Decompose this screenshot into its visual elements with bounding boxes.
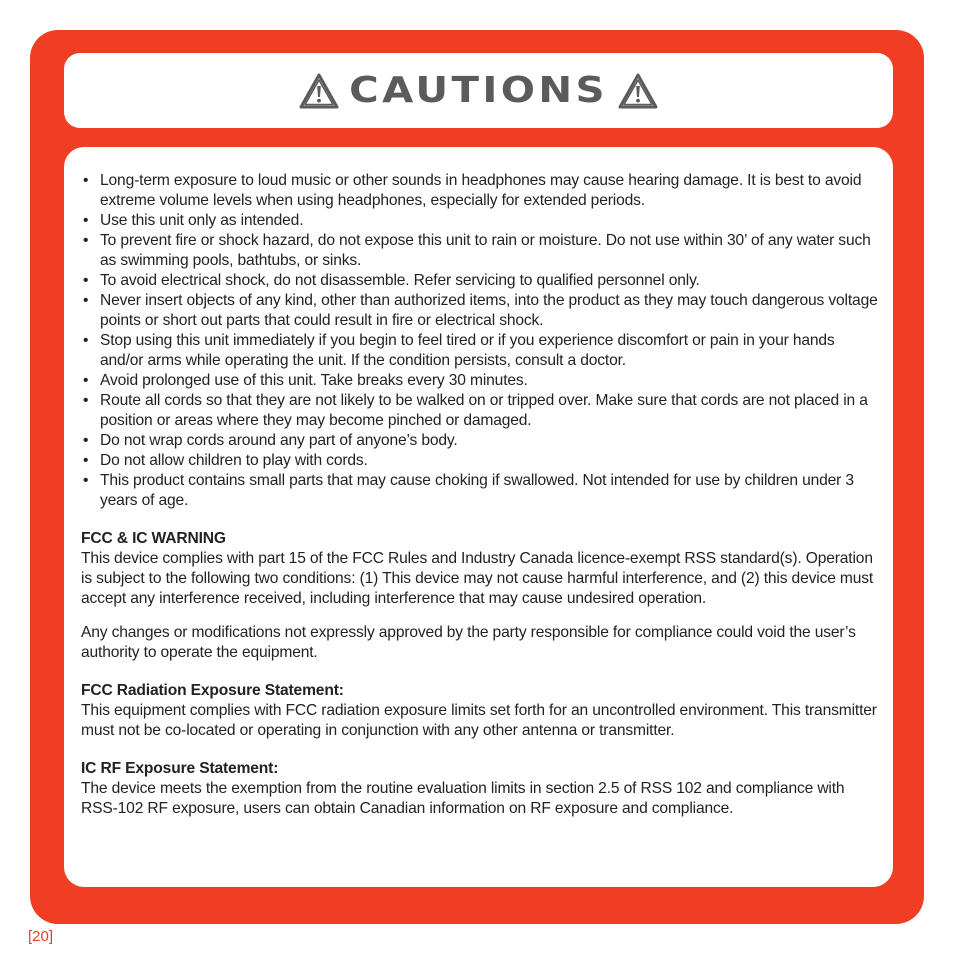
list-item: • Long-term exposure to loud music or other sounds in headphones may cause hearing damage. It is best to avoid extreme volume levels when using headphones, especially for extended periods. <box>81 171 881 211</box>
list-item: • Use this unit only as intended. <box>81 211 881 231</box>
list-item: • To avoid electrical shock, do not disassemble. Refer servicing to qualified personnel only. <box>81 271 881 291</box>
list-item: • To prevent fire or shock hazard, do not expose this unit to rain or moisture. Do not use within 30’ of any water such as swimming pools, bathtubs, or sinks. <box>81 231 881 271</box>
ic-rf-text: The device meets the exemption from the routine evaluation limits in section 2.5 of RSS 102 and compliance with RSS-102 RF exposure, users can obtain Canadian information on RF exposure and compliance. <box>81 780 845 817</box>
fcc-radiation-section <box>81 681 881 741</box>
title-banner <box>64 53 893 128</box>
ic-rf-heading: IC RF Exposure Statement: <box>81 760 279 777</box>
list-item: • Do not allow children to play with cords. <box>81 451 881 471</box>
fcc-ic-paragraph: This device complies with part 15 of the FCC Rules and Industry Canada licence-exempt RSS standard(s). Operation is subject to the following two conditions: (1) This device may not cause harmful interference, and (2) this device must accept any interference received, including interference that may cause undesired operation. <box>81 550 874 607</box>
page-number: [20] <box>28 928 54 945</box>
warning-triangle-icon <box>299 73 339 109</box>
ic-rf-section <box>81 759 881 819</box>
list-item: • Stop using this unit immediately if you begin to feel tired or if you experience discomfort or pain in your hands and/or arms while operating the unit. If the condition persists, consult a doctor. <box>81 331 881 371</box>
list-item: • Avoid prolonged use of this unit. Take breaks every 30 minutes. <box>81 371 881 391</box>
fcc-ic-paragraph: Any changes or modifications not expressly approved by the party responsible for compliance could void the user’s authority to operate the equipment. <box>81 624 856 661</box>
fcc-radiation-heading: FCC Radiation Exposure Statement: <box>81 682 344 699</box>
warning-triangle-icon <box>618 73 658 109</box>
content-body <box>81 171 881 819</box>
page-title: CAUTIONS <box>349 70 608 111</box>
fcc-radiation-text: This equipment complies with FCC radiation exposure limits set forth for an uncontrolled environment. This transmitter must not be co-located or operating in conjunction with any other antenna or transmitter. <box>81 702 877 739</box>
list-item: • Route all cords so that they are not likely to be walked on or tripped over. Make sure that cords are not placed in a position or areas where they may become pinched or damaged. <box>81 391 881 431</box>
cautions-list <box>81 171 881 511</box>
fcc-ic-heading: FCC & IC WARNING <box>81 530 226 547</box>
list-item: • Never insert objects of any kind, other than authorized items, into the product as they may touch dangerous voltage points or short out parts that could result in fire or electrical shock. <box>81 291 881 331</box>
list-item: • This product contains small parts that may cause choking if swallowed. Not intended for use by children under 3 years of age. <box>81 471 881 511</box>
list-item: • Do not wrap cords around any part of anyone’s body. <box>81 431 881 451</box>
fcc-ic-section <box>81 529 881 663</box>
title-row <box>299 70 658 111</box>
